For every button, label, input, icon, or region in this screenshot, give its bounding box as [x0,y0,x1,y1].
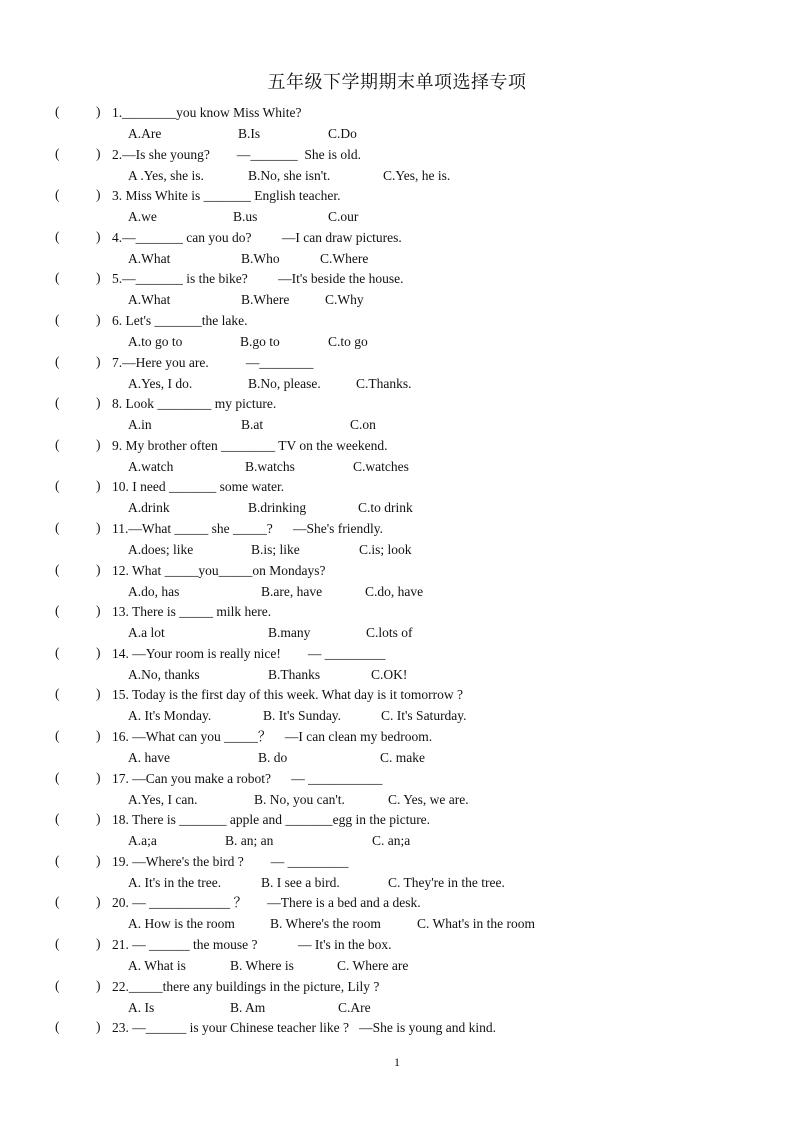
question-stem: 6. Let's _______the lake. [112,313,248,328]
question-item [0,478,794,520]
answer-option[interactable]: A. Is [128,999,155,1015]
left-parenthesis: ( [55,686,60,702]
answer-option[interactable]: A. It's Monday. [128,708,212,724]
question-item [0,728,794,770]
question-item [0,686,794,728]
answer-options [128,167,728,185]
answer-options [128,416,728,434]
left-parenthesis: ( [55,644,60,660]
answer-option[interactable]: A.Yes, I do. [128,375,193,391]
answer-option[interactable]: C.Yes, he is. [383,167,451,183]
left-parenthesis: ( [55,478,60,494]
answer-options [128,832,728,850]
answer-option[interactable]: B. do [258,750,288,765]
answer-option[interactable]: C.lots of [366,625,413,641]
answer-option[interactable]: A.does; like [128,542,194,557]
answer-options [128,666,728,684]
answer-option[interactable]: B.go to [240,334,280,349]
left-parenthesis: ( [55,852,60,868]
question-item [0,437,794,479]
answer-option[interactable]: A.Are [128,126,162,141]
question-stem: 13. There is _____ milk here. [112,604,272,620]
answer-option[interactable]: A.in [128,417,152,433]
answer-option[interactable]: A.do, has [128,583,180,599]
answer-option[interactable]: A.to go to [128,334,183,349]
answer-option[interactable]: B.at [241,417,264,433]
question-item [0,520,794,562]
left-parenthesis: ( [55,769,60,785]
answer-options [128,333,728,351]
right-parenthesis: ) [96,1019,101,1035]
right-parenthesis: ) [96,145,101,161]
left-parenthesis: ( [55,145,60,161]
right-parenthesis: ) [96,977,101,993]
right-parenthesis: ) [96,644,101,660]
answer-options [128,499,728,517]
right-parenthesis: ) [96,353,101,369]
answer-options [128,125,728,143]
answer-option[interactable]: A.we [128,209,157,225]
answer-parentheses[interactable] [55,811,110,829]
question-stem: 7.—Here you are. —________ [112,354,314,370]
answer-parentheses[interactable] [55,728,110,746]
answer-option[interactable]: B.are, have [261,583,323,599]
question-item [0,811,794,853]
right-parenthesis: ) [96,436,101,452]
answer-options [128,541,728,559]
left-parenthesis: ( [55,395,60,411]
left-parenthesis: ( [55,936,60,951]
question-item [0,146,794,188]
answer-option[interactable]: B. Am [230,999,266,1015]
answer-option[interactable]: B.drinking [248,500,307,516]
answer-option[interactable]: A.What [128,292,171,308]
answer-option[interactable]: B.Who [241,250,280,266]
answer-option[interactable]: A.drink [128,500,170,516]
question-stem: 11.—What _____ she _____? —She's friendly. [112,521,384,536]
answer-option[interactable]: C. Yes, we are. [388,791,469,807]
answer-parentheses[interactable] [55,270,110,288]
question-item [0,770,794,812]
answer-option[interactable]: B. No, you can't. [254,791,345,807]
question-item [0,603,794,645]
answer-parentheses[interactable] [55,686,110,704]
question-stem: 5.—_______ is the bike? —It's beside the house. [112,271,404,287]
left-parenthesis: ( [55,228,60,244]
answer-option[interactable]: B.No, she isn't. [248,167,331,183]
question-stem: 2.—Is she young? —_______ She is old. [112,146,361,162]
answer-option[interactable]: C.do, have [365,583,424,599]
answer-parentheses[interactable] [55,187,110,205]
answer-parentheses[interactable] [55,770,110,788]
question-item [0,894,794,936]
answer-options [128,707,728,725]
answer-option[interactable]: B.watchs [245,458,295,474]
question-item [0,187,794,229]
answer-option[interactable]: C.Do [328,126,357,141]
answer-parentheses[interactable] [55,853,110,871]
answer-parentheses[interactable] [55,354,110,372]
answer-options [128,874,728,892]
answer-parentheses[interactable] [55,104,110,122]
answer-options [128,250,728,268]
question-stem: 3. Miss White is _______ English teacher. [112,188,341,204]
answer-option[interactable]: A. It's in the tree. [128,874,222,890]
answer-option[interactable]: B.many [268,625,311,641]
answer-parentheses[interactable] [55,520,110,538]
answer-option[interactable]: C. It's Saturday. [381,708,467,724]
right-parenthesis: ) [96,395,101,411]
answer-parentheses[interactable] [55,562,110,580]
question-item [0,270,794,312]
right-parenthesis: ) [96,728,101,743]
page-title: 五年级下学期期末单项选择专项 [267,72,527,92]
answer-option[interactable]: A .Yes, she is. [128,167,204,183]
answer-options [128,208,728,226]
right-parenthesis: ) [96,187,101,203]
question-item [0,853,794,895]
answer-option[interactable]: B. I see a bird. [261,874,340,890]
left-parenthesis: ( [55,520,60,535]
left-parenthesis: ( [55,270,60,286]
answer-option[interactable]: A.Yes, I can. [128,791,198,807]
answer-option[interactable]: B. It's Sunday. [263,708,342,724]
right-parenthesis: ) [96,561,101,577]
question-item [0,104,794,146]
question-item [0,312,794,354]
right-parenthesis: ) [96,104,101,119]
left-parenthesis: ( [55,977,60,993]
answer-option[interactable]: A.a;a [128,833,157,849]
answer-options [128,957,728,975]
question-stem: 4.—_______ can you do? —I can draw pictures. [112,229,402,245]
answer-parentheses[interactable] [55,1019,110,1037]
left-parenthesis: ( [55,811,60,827]
answer-option[interactable]: C.to drink [358,500,413,516]
left-parenthesis: ( [55,1019,60,1035]
left-parenthesis: ( [55,353,60,369]
question-stem: 14. —Your room is really nice! — _________ [112,645,386,661]
answer-option[interactable]: A.a lot [128,625,165,641]
left-parenthesis: ( [55,561,60,577]
right-parenthesis: ) [96,811,101,827]
answer-parentheses[interactable] [55,894,110,912]
question-item [0,395,794,437]
question-item [0,229,794,271]
right-parenthesis: ) [96,520,101,535]
right-parenthesis: ) [96,270,101,286]
answer-parentheses[interactable] [55,437,110,455]
question-stem: 15. Today is the first day of this week. What day is it tomorrow ? [112,687,463,703]
answer-option[interactable]: C.OK! [371,666,408,682]
answer-parentheses[interactable] [55,978,110,996]
answer-option[interactable]: B.Where [241,292,290,308]
left-parenthesis: ( [55,436,60,452]
answer-option[interactable]: C. an;a [372,833,411,849]
right-parenthesis: ) [96,936,101,951]
question-stem: 12. What _____you_____on Mondays? [112,562,326,578]
question-stem: 18. There is _______ apple and _______egg in the picture. [112,812,431,828]
answer-parentheses[interactable] [55,395,110,413]
answer-option[interactable]: B.No, please. [248,375,321,391]
answer-option[interactable]: B. an; an [225,833,274,849]
right-parenthesis: ) [96,312,101,327]
right-parenthesis: ) [96,852,101,868]
answer-option[interactable]: A.watch [128,458,174,474]
question-stem: 19. —Where's the bird ? — _________ [112,853,349,869]
right-parenthesis: ) [96,686,101,702]
answer-option[interactable]: C.watches [353,458,409,474]
answer-option[interactable]: C.Are [338,999,371,1015]
right-parenthesis: ) [96,228,101,244]
answer-option[interactable]: B.Thanks [268,666,321,682]
answer-option[interactable]: B. Where's the room [270,916,381,932]
question-item [0,936,794,978]
answer-parentheses[interactable] [55,603,110,621]
answer-option[interactable]: C. What's in the room [417,916,536,932]
question-stem: 9. My brother often ________ TV on the weekend. [112,437,388,453]
answer-parentheses[interactable] [55,229,110,247]
answer-option[interactable]: C. Where are [337,958,409,973]
answer-parentheses[interactable] [55,645,110,663]
left-parenthesis: ( [55,894,60,910]
answer-options [128,915,728,933]
question-item [0,562,794,604]
answer-option[interactable]: C.on [350,417,376,433]
question-stem: 10. I need _______ some water. [112,479,285,495]
answer-option[interactable]: B.us [233,209,258,225]
question-stem: 21. — ______ the mouse ? — It's in the box. [112,937,392,952]
answer-options [128,791,728,809]
answer-option[interactable]: B. Where is [230,958,294,973]
answer-parentheses[interactable] [55,478,110,496]
answer-options [128,583,728,601]
answer-options [128,749,728,767]
answer-options [128,291,728,309]
answer-option[interactable]: A.What [128,250,171,266]
question-stem: 22._____there any buildings in the picture, Lily ? [112,978,380,994]
answer-options [128,458,728,476]
question-stem: 8. Look ________ my picture. [112,396,277,412]
answer-parentheses[interactable] [55,936,110,954]
answer-option[interactable]: C. They're in the tree. [388,874,505,890]
answer-options [128,375,728,393]
question-stem: 20. — ____________ ？ —There is a bed and a desk. [112,895,421,911]
answer-option[interactable]: C.our [328,209,359,225]
answer-option[interactable]: A. have [128,750,170,765]
question-stem: 23. —______ is your Chinese teacher like ? —She is young and kind. [112,1020,496,1036]
answer-option[interactable]: A. How is the room [128,916,235,932]
answer-option[interactable]: C.is; look [359,542,412,557]
answer-parentheses[interactable] [55,312,110,330]
left-parenthesis: ( [55,728,60,743]
question-item [0,645,794,687]
left-parenthesis: ( [55,603,60,619]
right-parenthesis: ) [96,894,101,910]
question-stem: 16. —What can you _____？ —I can clean my bedroom. [112,729,433,744]
answer-options [128,624,728,642]
answer-option[interactable]: A.No, thanks [128,666,200,682]
left-parenthesis: ( [55,104,60,119]
answer-options [128,999,728,1017]
answer-parentheses[interactable] [55,146,110,164]
answer-option[interactable]: C.Where [320,250,369,266]
right-parenthesis: ) [96,478,101,494]
answer-option[interactable]: C.to go [328,334,368,349]
left-parenthesis: ( [55,187,60,203]
question-item [0,978,794,1020]
answer-option[interactable]: C.Why [325,292,364,308]
question-item [0,354,794,396]
question-stem: 1.________you know Miss White? [112,105,302,120]
answer-option[interactable]: B.Is [238,126,261,141]
question-stem: 17. —Can you make a robot? — ___________ [112,770,383,786]
page-number: 1 [394,1055,400,1069]
right-parenthesis: ) [96,603,101,619]
answer-option[interactable]: C.Thanks. [356,375,412,391]
answer-option[interactable]: B.is; like [251,542,300,557]
right-parenthesis: ) [96,769,101,785]
left-parenthesis: ( [55,312,60,327]
answer-option[interactable]: A. What is [128,958,186,973]
answer-option[interactable]: C. make [380,750,425,765]
